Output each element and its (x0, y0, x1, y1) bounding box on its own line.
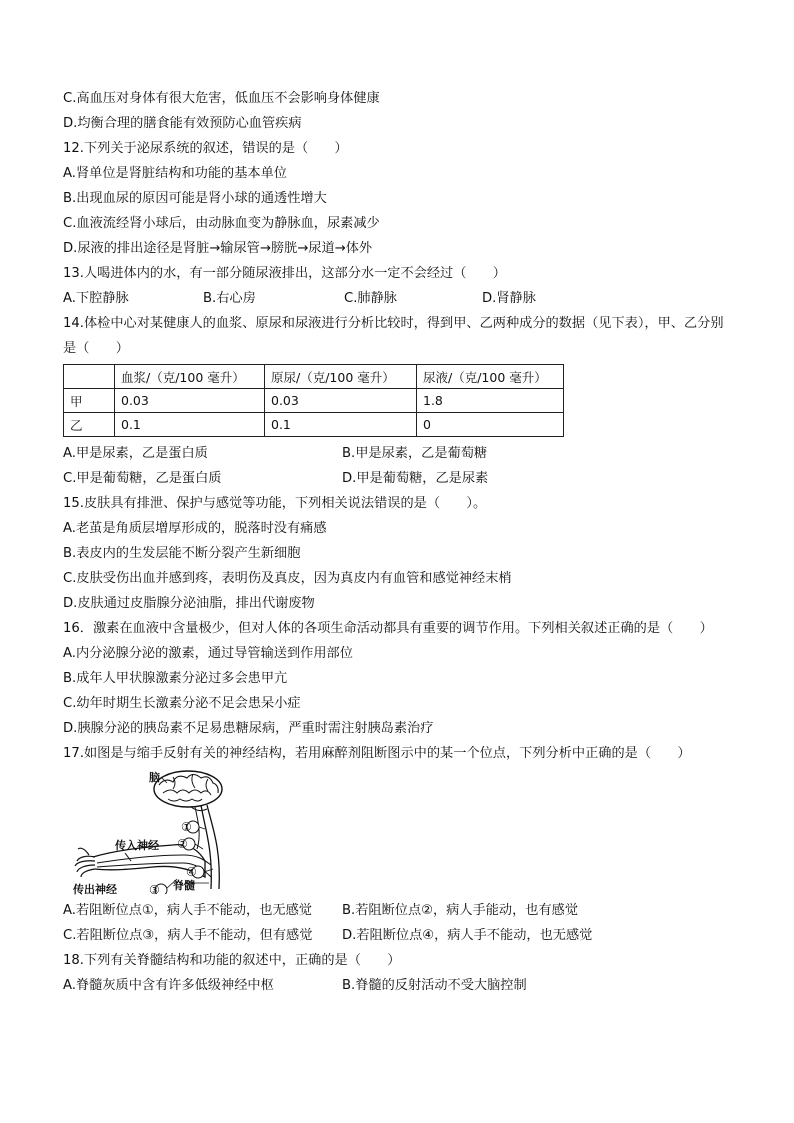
q15-option-a: A.老茧是角质层增厚形成的，脱落时没有痛感 (63, 521, 327, 536)
table-header-row (64, 365, 564, 389)
table-cell: 1.8 (417, 389, 564, 413)
q17-option-c: C.若阻断位点③，病人手不能动，但有感觉 (63, 928, 313, 943)
q17-option-d: D.若阻断位点④，病人手不能动，也无感觉 (342, 928, 593, 943)
q14-option-c: C.甲是葡萄糖，乙是蛋白质 (63, 471, 222, 486)
afferent-nerve-label: 传入神经 (115, 839, 159, 852)
q14-stem: 14.体检中心对某健康人的血浆、原尿和尿液进行分析比较时，得到甲、乙两种成分的数据（见下表），甲、乙分别是（ ） (63, 316, 724, 356)
q18-option-a: A.脊髓灰质中含有许多低级神经中枢 (63, 978, 274, 993)
hand-drawing (75, 848, 95, 877)
table-cell: 乙 (64, 413, 115, 437)
q14-table (63, 364, 564, 437)
table-cell: 0.03 (115, 389, 265, 413)
q13-option-d: D.肾静脉 (482, 291, 536, 306)
q17-options-row1 (63, 898, 735, 923)
q16-option-a: A.内分泌腺分泌的激素，通过导管输送到作用部位 (63, 646, 353, 661)
point-2-label: ② (177, 837, 188, 851)
q13-option-b: B.右心房 (203, 291, 256, 306)
table-cell: 0 (417, 413, 564, 437)
table-row (64, 413, 564, 437)
q15-option-b: B.表皮内的生发层能不断分裂产生新细胞 (63, 546, 301, 561)
q17-option-b: B.若阻断位点②，病人手能动，也有感觉 (342, 903, 579, 918)
table-header-cell: 原尿/（克/100 毫升） (265, 365, 417, 389)
point-1-label: ① (181, 820, 192, 834)
q17-option-a: A.若阻断位点①，病人手不能动，也无感觉 (63, 903, 312, 918)
q12-option-b: B.出现血尿的原因可能是肾小球的通透性增大 (63, 191, 327, 206)
brain-label: 脑 (149, 771, 160, 784)
q14-options-row1 (63, 441, 735, 466)
efferent-nerve-label: 传出神经 (73, 883, 117, 896)
q14-options-row2 (63, 466, 735, 491)
q15-option-d: D.皮肤通过皮脂腺分泌油脂，排出代谢废物 (63, 596, 315, 611)
table-header-cell (64, 365, 115, 389)
q13-option-a: A.下腔静脉 (63, 291, 129, 306)
q12-option-c: C.血液流经肾小球后，由动脉血变为静脉血，尿素减少 (63, 216, 380, 231)
table-cell: 甲 (64, 389, 115, 413)
q16-option-c: C.幼年时期生长激素分泌不足会患呆小症 (63, 696, 301, 711)
q13-stem: 13.人喝进体内的水，有一部分随尿液排出，这部分水一定不会经过（ ） (63, 266, 506, 281)
q16-option-d: D.胰腺分泌的胰岛素不足易患糖尿病，严重时需注射胰岛素治疗 (63, 721, 434, 736)
q13-options (63, 286, 735, 311)
reflex-arc-drawing (73, 769, 231, 894)
point-4-label: ④ (186, 865, 197, 879)
q16-option-b: B.成年人甲状腺激素分泌过多会患甲亢 (63, 671, 288, 686)
table-cell: 0.03 (265, 389, 417, 413)
q15-option-c: C.皮肤受伤出血并感到疼，表明伤及真皮，因为真皮内有血管和感觉神经末梢 (63, 571, 512, 586)
q18-options-row1 (63, 973, 735, 998)
q13-option-c: C.肺静脉 (344, 291, 397, 306)
point-3-label: ③ (149, 883, 160, 897)
q16-stem: 16．激素在血液中含量极少，但对人体的各项生命活动都具有重要的调节作用。下列相关叙述正确的是（ ） (63, 621, 713, 636)
q11-option-d: D.均衡合理的膳食能有效预防心血管疾病 (63, 116, 302, 131)
q12-option-a: A.肾单位是肾脏结构和功能的基本单位 (63, 166, 287, 181)
table-cell: 0.1 (265, 413, 417, 437)
brain-drawing (154, 771, 222, 811)
q14-option-a: A.甲是尿素，乙是蛋白质 (63, 446, 208, 461)
q14-option-d: D.甲是葡萄糖，乙是尿素 (342, 471, 489, 486)
q18-option-b: B.脊髓的反射活动不受大脑控制 (342, 978, 527, 993)
q18-stem: 18.下列有关脊髓结构和功能的叙述中，正确的是（ ） (63, 953, 401, 968)
table-header-cell: 尿液/（克/100 毫升） (417, 365, 564, 389)
q17-stem: 17.如图是与缩手反射有关的神经结构，若用麻醉剂阻断图示中的某一个位点，下列分析中正确的是（ ） (63, 746, 691, 761)
exam-page (63, 86, 735, 998)
q11-option-c: C.高血压对身体有很大危害，低血压不会影响身体健康 (63, 91, 380, 106)
table-row (64, 389, 564, 413)
table-cell: 0.1 (115, 413, 265, 437)
q17-options-row2 (63, 923, 735, 948)
table-header-cell: 血浆/（克/100 毫升） (115, 365, 265, 389)
reflex-arc-figure (73, 769, 231, 897)
q15-stem: 15.皮肤具有排泄、保护与感觉等功能，下列相关说法错误的是（ ）。 (63, 496, 487, 511)
q14-option-b: B.甲是尿素，乙是葡萄糖 (342, 446, 488, 461)
q12-stem: 12.下列关于泌尿系统的叙述，错误的是（ ） (63, 141, 348, 156)
q12-option-d: D.尿液的排出途径是肾脏→输尿管→膀胱→尿道→体外 (63, 241, 373, 256)
spinal-cord-label: 脊髓 (173, 879, 195, 892)
